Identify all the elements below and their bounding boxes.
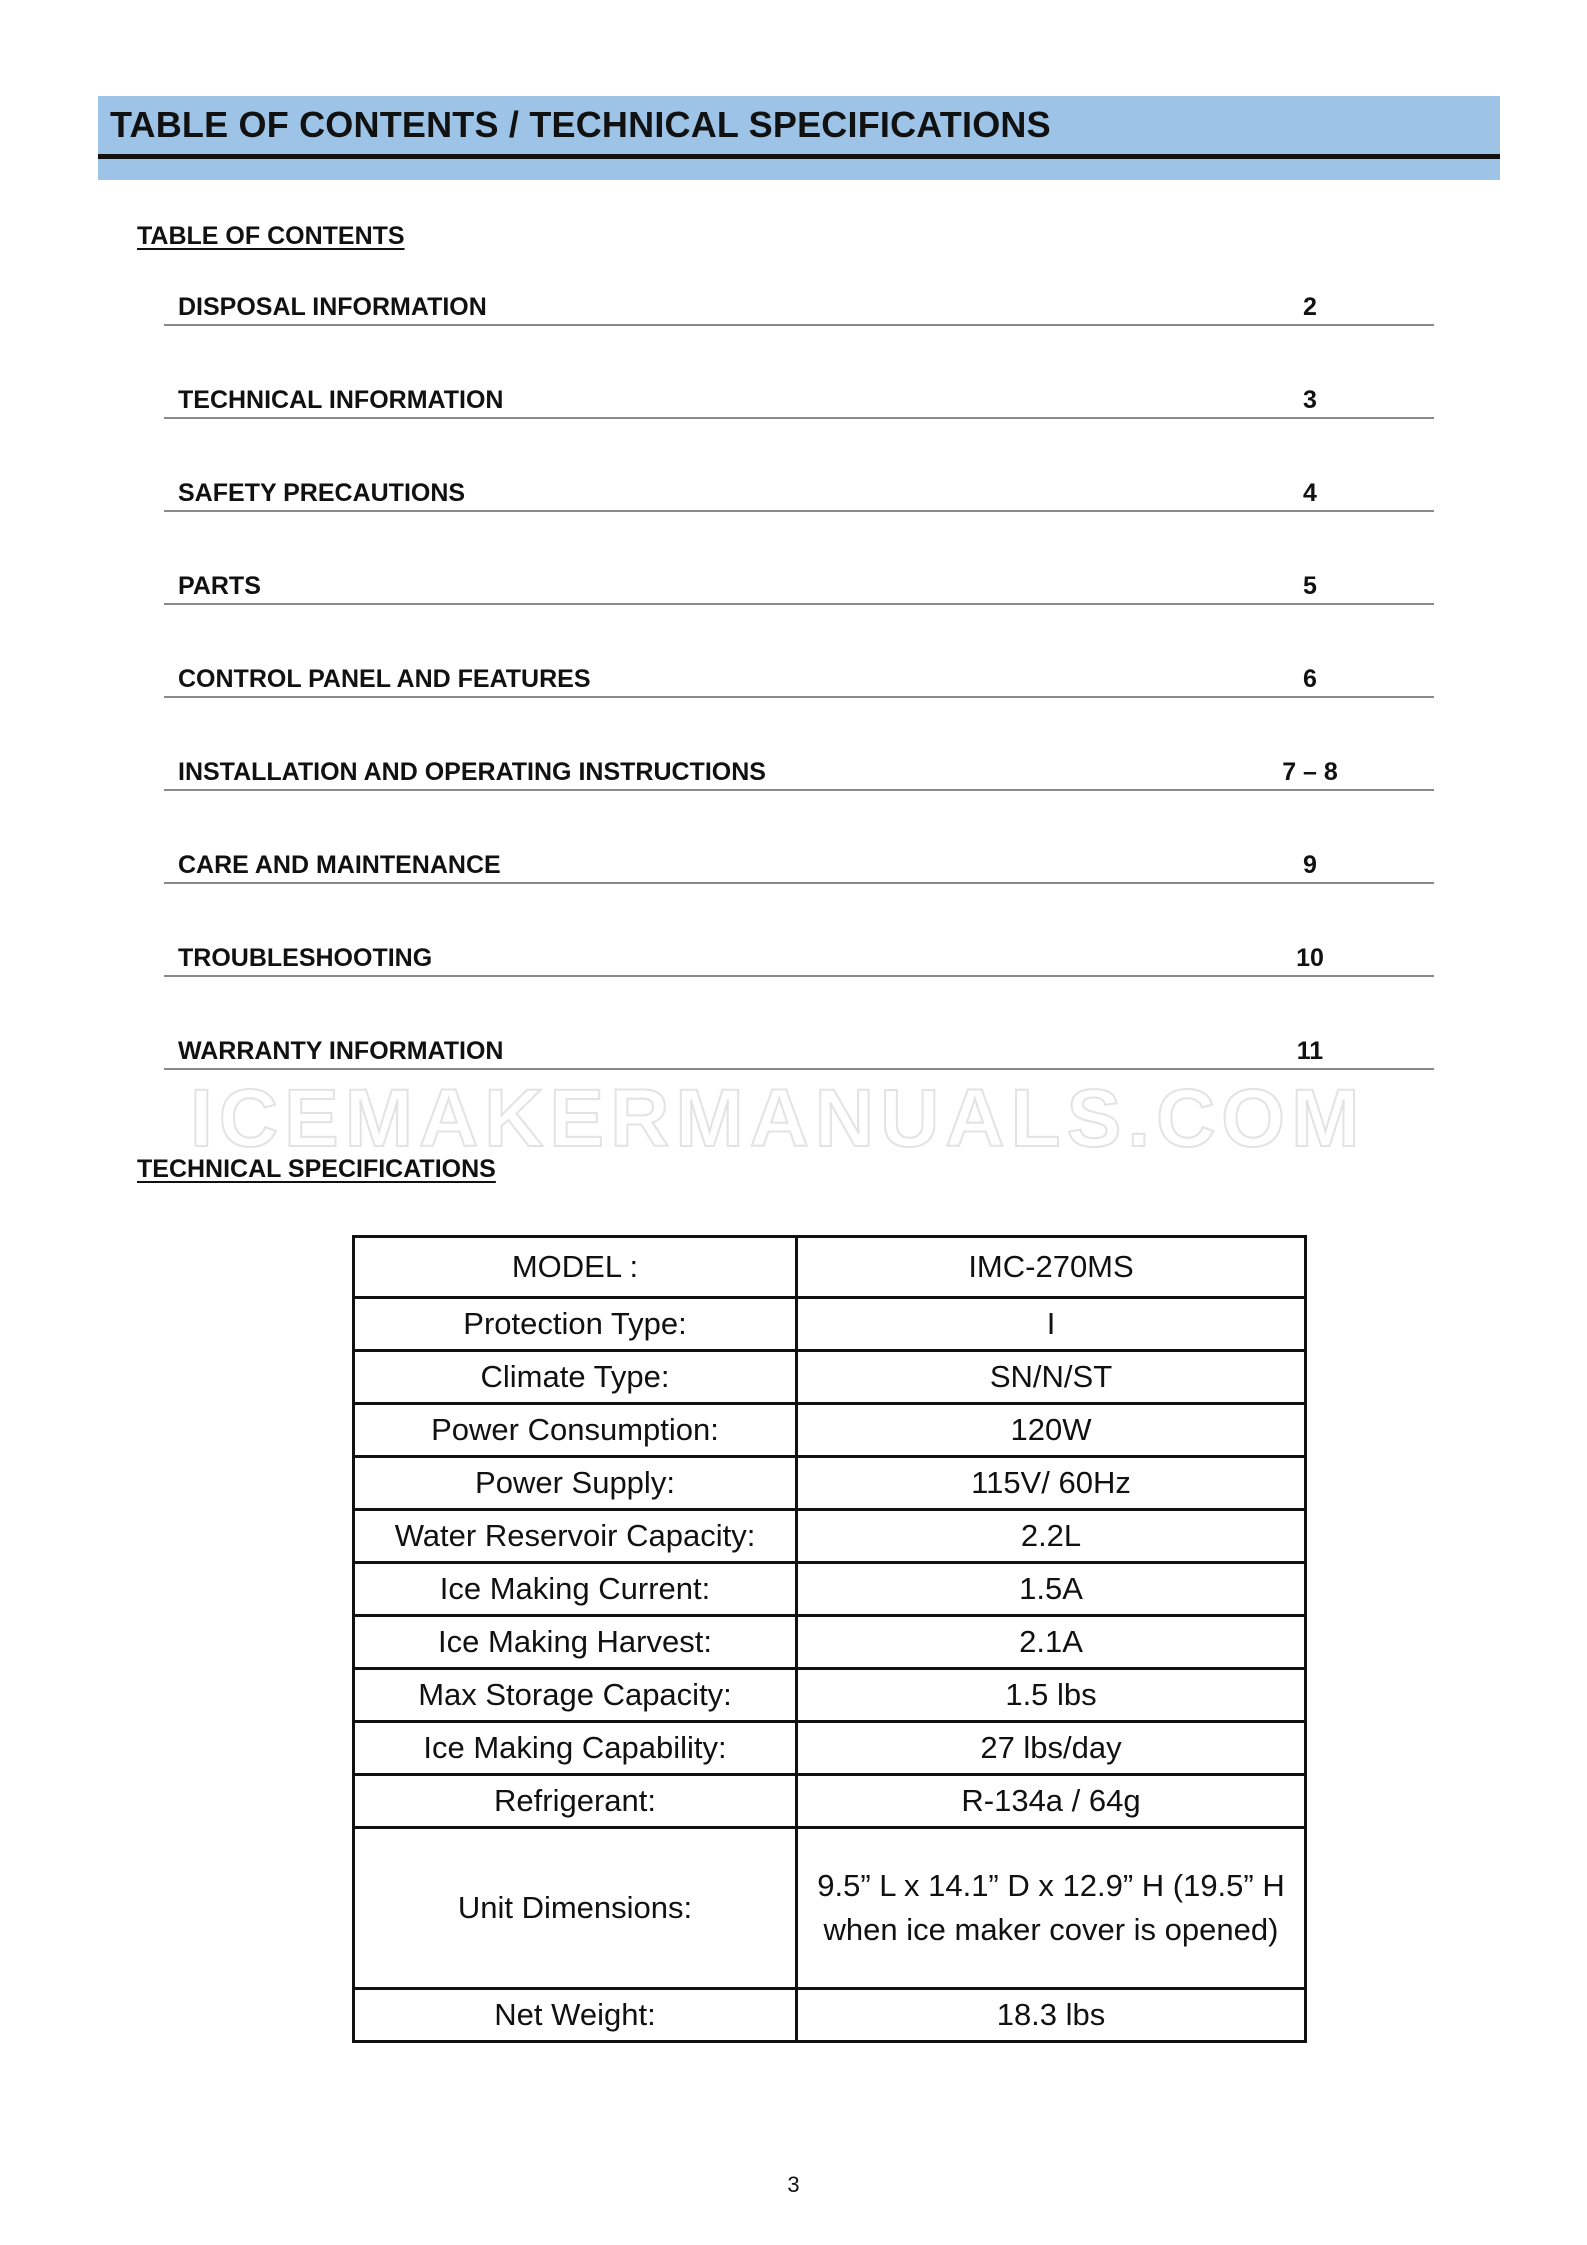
spec-value: 120W xyxy=(797,1404,1306,1457)
toc-item-label: CARE AND MAINTENANCE xyxy=(178,851,501,879)
spec-label: Refrigerant: xyxy=(354,1775,797,1828)
toc-row[interactable] xyxy=(164,569,1434,605)
page-number: 3 xyxy=(787,2172,800,2197)
spec-label: Protection Type: xyxy=(354,1298,797,1351)
table-row xyxy=(354,1404,1306,1457)
toc-item-page: 7 – 8 xyxy=(1282,758,1338,786)
specs-table xyxy=(352,1235,1307,2043)
spec-label: Max Storage Capacity: xyxy=(354,1669,797,1722)
spec-value: 9.5” L x 14.1” D x 12.9” H (19.5” H when ice maker cover is opened) xyxy=(797,1828,1306,1989)
toc-item-label: INSTALLATION AND OPERATING INSTRUCTIONS xyxy=(178,758,766,786)
table-row xyxy=(354,1616,1306,1669)
toc-row[interactable] xyxy=(164,290,1434,326)
watermark: ICEMAKERMANUALS.COM xyxy=(190,1073,1366,1164)
toc-item-page: 9 xyxy=(1303,851,1317,879)
spec-label: Ice Making Capability: xyxy=(354,1722,797,1775)
spec-label: Net Weight: xyxy=(354,1989,797,2042)
toc-item-page: 11 xyxy=(1296,1037,1324,1065)
toc-heading: TABLE OF CONTENTS xyxy=(137,222,405,250)
spec-label: Water Reservoir Capacity: xyxy=(354,1510,797,1563)
spec-label: Unit Dimensions: xyxy=(354,1828,797,1989)
toc-item-page: 5 xyxy=(1303,572,1317,600)
toc-row[interactable] xyxy=(164,383,1434,419)
toc-item-page: 2 xyxy=(1303,293,1317,321)
toc-row[interactable] xyxy=(164,662,1434,698)
spec-value: 115V/ 60Hz xyxy=(797,1457,1306,1510)
spec-value: 1.5A xyxy=(797,1563,1306,1616)
toc-row[interactable] xyxy=(164,476,1434,512)
toc-row[interactable] xyxy=(164,1034,1434,1070)
spec-value: 2.2L xyxy=(797,1510,1306,1563)
spec-value: 18.3 lbs xyxy=(797,1989,1306,2042)
table-row xyxy=(354,1237,1306,1298)
toc-item-page: 10 xyxy=(1296,944,1324,972)
table-row xyxy=(354,1563,1306,1616)
spec-value: 27 lbs/day xyxy=(797,1722,1306,1775)
page-title: TABLE OF CONTENTS / TECHNICAL SPECIFICATIONS xyxy=(110,104,1051,145)
header-divider xyxy=(98,154,1500,159)
spec-label: Climate Type: xyxy=(354,1351,797,1404)
toc-item-page: 4 xyxy=(1303,479,1317,507)
spec-value: R-134a / 64g xyxy=(797,1775,1306,1828)
spec-label: Ice Making Current: xyxy=(354,1563,797,1616)
toc-item-label: CONTROL PANEL AND FEATURES xyxy=(178,665,591,693)
toc-item-label: TECHNICAL INFORMATION xyxy=(178,386,504,414)
table-row xyxy=(354,1510,1306,1563)
table-row xyxy=(354,1457,1306,1510)
spec-value: 1.5 lbs xyxy=(797,1669,1306,1722)
spec-value: 2.1A xyxy=(797,1616,1306,1669)
toc-item-label: PARTS xyxy=(178,572,261,600)
table-row xyxy=(354,1298,1306,1351)
toc-item-page: 6 xyxy=(1303,665,1317,693)
toc-item-label: SAFETY PRECAUTIONS xyxy=(178,479,466,507)
spec-label: Ice Making Harvest: xyxy=(354,1616,797,1669)
spec-label: Power Consumption: xyxy=(354,1404,797,1457)
toc-item-label: DISPOSAL INFORMATION xyxy=(178,293,487,321)
table-row xyxy=(354,1989,1306,2042)
toc-item-label: TROUBLESHOOTING xyxy=(178,944,433,972)
toc-row[interactable] xyxy=(164,755,1434,791)
spec-value: IMC-270MS xyxy=(797,1237,1306,1298)
spec-label: MODEL : xyxy=(354,1237,797,1298)
specs-heading: TECHNICAL SPECIFICATIONS xyxy=(137,1155,496,1183)
table-row xyxy=(354,1351,1306,1404)
spec-value: I xyxy=(797,1298,1306,1351)
toc-item-page: 3 xyxy=(1303,386,1317,414)
spec-label: Power Supply: xyxy=(354,1457,797,1510)
table-row xyxy=(354,1722,1306,1775)
spec-value: SN/N/ST xyxy=(797,1351,1306,1404)
table-row xyxy=(354,1828,1306,1989)
toc-row[interactable] xyxy=(164,941,1434,977)
toc-row[interactable] xyxy=(164,848,1434,884)
table-row xyxy=(354,1775,1306,1828)
toc-item-label: WARRANTY INFORMATION xyxy=(178,1037,504,1065)
table-row xyxy=(354,1669,1306,1722)
